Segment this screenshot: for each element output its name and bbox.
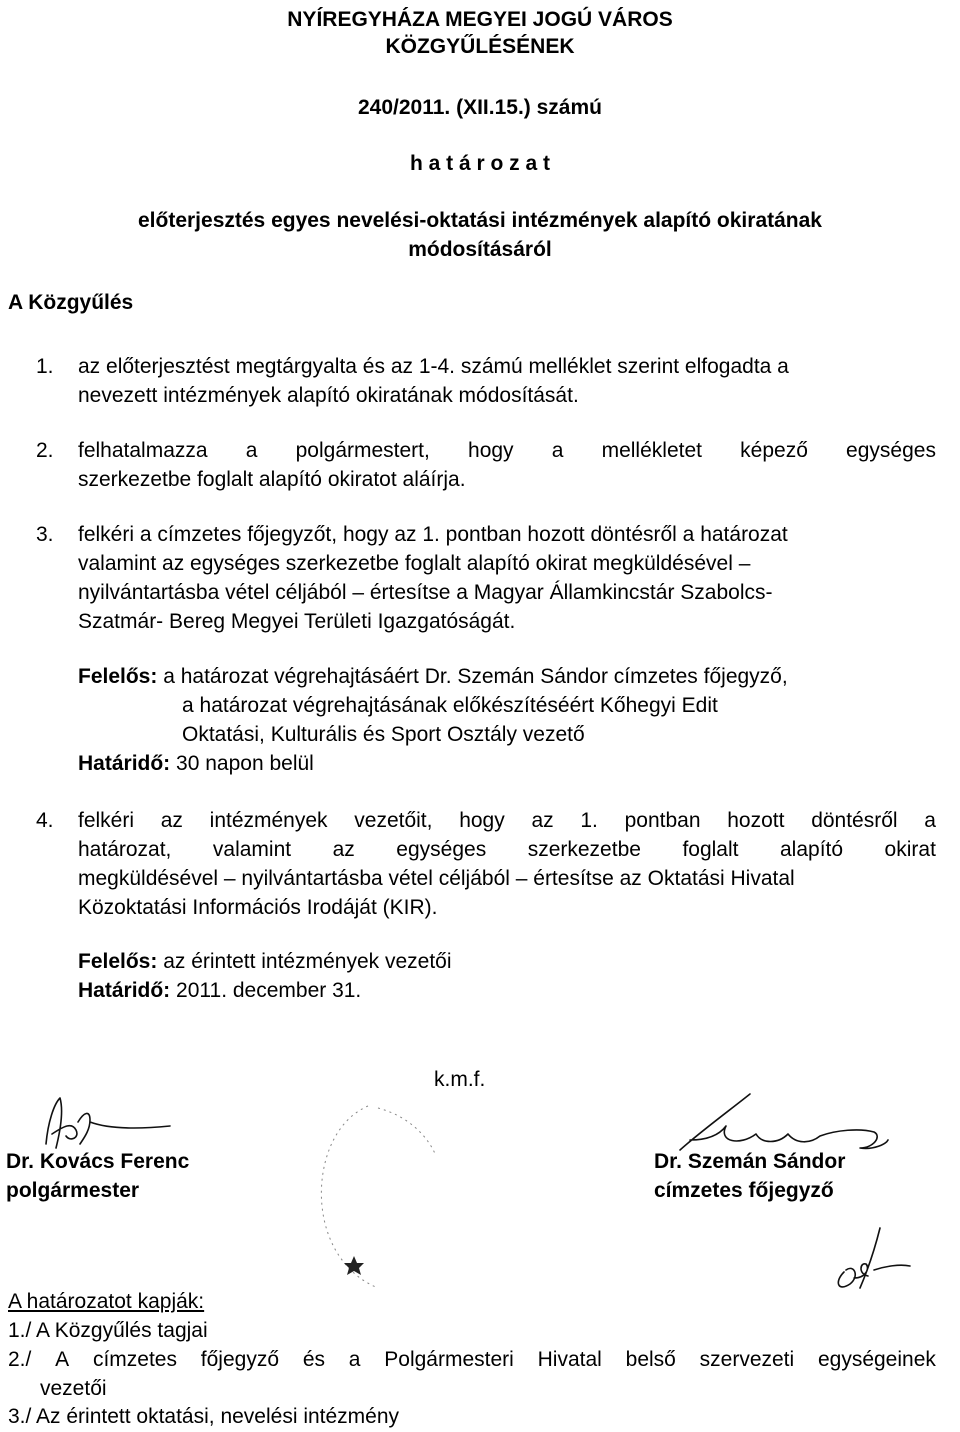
distribution-word: címzetes xyxy=(92,1348,177,1371)
responsible-text: az érintett intézmények vezetői xyxy=(163,950,452,973)
distribution-word: Hivatal xyxy=(537,1348,602,1371)
item1-line1: az előterjesztést megtárgyalta és az 1-4. számú melléklet szerint elfogadta a xyxy=(78,355,789,378)
distribution-word: a xyxy=(348,1348,361,1371)
responsible-text-line3: Oktatási, Kulturális és Sport Osztály vezető xyxy=(182,723,585,746)
distribution-item3: 3./ Az érintett oktatási, nevelési intézmény xyxy=(8,1405,400,1428)
assembly-intro: A Közgyűlés xyxy=(8,291,134,314)
item2-number: 2. xyxy=(36,439,54,462)
official-stamp xyxy=(308,1096,448,1296)
item2-word: egységes xyxy=(846,439,936,462)
distribution-item1: 1./ A Közgyűlés tagjai xyxy=(8,1319,208,1342)
item4-word: hogy xyxy=(459,809,505,832)
item4-word: hozott xyxy=(727,809,785,832)
item3-responsible-cont xyxy=(182,691,718,749)
item4-line4: Közoktatási Információs Irodáját (KIR). xyxy=(78,896,438,919)
deadline-label: Határidő: xyxy=(78,979,171,1002)
distribution-word: egységeinek xyxy=(817,1348,936,1371)
distribution-word: főjegyző xyxy=(200,1348,280,1371)
item4-word: az xyxy=(332,838,355,861)
deadline-value: 2011. december 31. xyxy=(176,979,362,1002)
council-title-line2: KÖZGYŰLÉSÉNEK xyxy=(385,35,575,58)
document-type: h a t á r o z a t xyxy=(409,152,551,175)
distribution-item2 xyxy=(8,1345,936,1374)
star-icon xyxy=(344,1256,364,1275)
distribution-item2-line2: vezetői xyxy=(40,1377,107,1400)
kmf-label: k.m.f. xyxy=(434,1068,486,1091)
item4-word: 1. xyxy=(580,809,598,832)
item4-word: az xyxy=(160,809,183,832)
notary-title: címzetes főjegyző xyxy=(654,1179,834,1202)
subject-line1: előterjesztés egyes nevelési-oktatási intézmények alapító okiratának xyxy=(138,209,822,232)
item2-text xyxy=(78,436,936,494)
item4-word: szerkezetbe xyxy=(527,838,641,861)
item3-line2: valamint az egységes szerkezetbe foglalt alapító okirat megküldésével – xyxy=(78,552,751,575)
initials-mark xyxy=(830,1222,920,1292)
item4-word: intézmények xyxy=(209,809,328,832)
document-subject xyxy=(20,206,940,264)
item4-number: 4. xyxy=(36,809,54,832)
item3-line3: nyilvántartásba vétel céljából – értesítse a Magyar Államkincstár Szabolcs- xyxy=(78,581,773,604)
distribution-word: Polgármesteri xyxy=(384,1348,514,1371)
item2-word: mellékletet xyxy=(601,439,702,462)
responsible-text-line1: a határozat végrehajtásáért Dr. Szemán Sándor címzetes főjegyző, xyxy=(163,665,788,688)
item4-line1 xyxy=(78,806,936,835)
item2-word: felhatalmazza xyxy=(78,439,208,462)
resolution-number: 240/2011. (XII.15.) számú xyxy=(358,96,602,119)
item2-word: polgármestert, xyxy=(295,439,430,462)
deadline-label: Határidő: xyxy=(78,752,171,775)
item1-text xyxy=(78,352,938,410)
item4-line3: megküldésével – nyilvántartásba vétel céljából – értesítse az Oktatási Hivatal xyxy=(78,867,795,890)
item3-number: 3. xyxy=(36,523,54,546)
item4-word: a xyxy=(924,809,936,832)
responsible-label: Felelős: xyxy=(78,665,158,688)
item2-line1 xyxy=(78,436,936,465)
distribution-word: és xyxy=(302,1348,325,1371)
responsible-label: Felelős: xyxy=(78,950,158,973)
item1-number: 1. xyxy=(36,355,54,378)
item3-deadline xyxy=(78,749,314,778)
item4-word: pontban xyxy=(624,809,701,832)
distribution-word: belső xyxy=(625,1348,676,1371)
item4-deadline xyxy=(78,976,361,1005)
item4-line2 xyxy=(78,835,936,864)
item3-text xyxy=(78,520,936,636)
item2-word: a xyxy=(551,439,564,462)
notary-name: Dr. Szemán Sándor xyxy=(654,1150,846,1173)
item3-line4: Szatmár- Bereg Megyei Területi Igazgatóságát. xyxy=(78,610,516,633)
deadline-value: 30 napon belül xyxy=(176,752,314,775)
item1-line2: nevezett intézmények alapító okiratának módosítását. xyxy=(78,384,579,407)
distribution-item2-line1 xyxy=(8,1345,936,1374)
item4-word: alapító xyxy=(779,838,844,861)
item4-responsible xyxy=(78,947,452,976)
mayor-name: Dr. Kovács Ferenc xyxy=(6,1150,190,1173)
item4-word: okirat xyxy=(884,838,936,861)
subject-line2: módosításáról xyxy=(408,238,552,261)
item4-word: vezetőit, xyxy=(354,809,433,832)
item4-word: valamint xyxy=(212,838,292,861)
item3-line1: felkéri a címzetes főjegyzőt, hogy az 1. pontban hozott döntésről a határozat xyxy=(78,523,788,546)
item2-word: képező xyxy=(740,439,808,462)
item4-word: döntésről xyxy=(811,809,898,832)
notary-signature-block xyxy=(654,1147,845,1205)
item4-word: határozat, xyxy=(78,838,172,861)
item4-word: felkéri xyxy=(78,809,135,832)
council-title xyxy=(200,6,760,60)
distribution-word: szervezeti xyxy=(699,1348,795,1371)
responsible-text-line2: a határozat végrehajtásának előkészítéséért Kőhegyi Edit xyxy=(182,694,718,717)
item4-word: az xyxy=(531,809,554,832)
item4-text xyxy=(78,806,936,922)
council-title-line1: NYÍREGYHÁZA MEGYEI JOGÚ VÁROS xyxy=(287,8,673,31)
distribution-heading: A határozatot kapják: xyxy=(8,1290,205,1313)
distribution-word: A xyxy=(55,1348,70,1371)
item2-line2: szerkezetbe foglalt alapító okiratot aláírja. xyxy=(78,468,466,491)
item4-word: egységes xyxy=(396,838,487,861)
item3-responsible xyxy=(78,662,788,691)
item2-word: hogy xyxy=(468,439,514,462)
distribution-word: 2./ xyxy=(8,1348,32,1371)
item4-word: foglalt xyxy=(682,838,739,861)
mayor-signature-block xyxy=(6,1147,189,1205)
mayor-title: polgármester xyxy=(6,1179,140,1202)
item2-word: a xyxy=(245,439,258,462)
